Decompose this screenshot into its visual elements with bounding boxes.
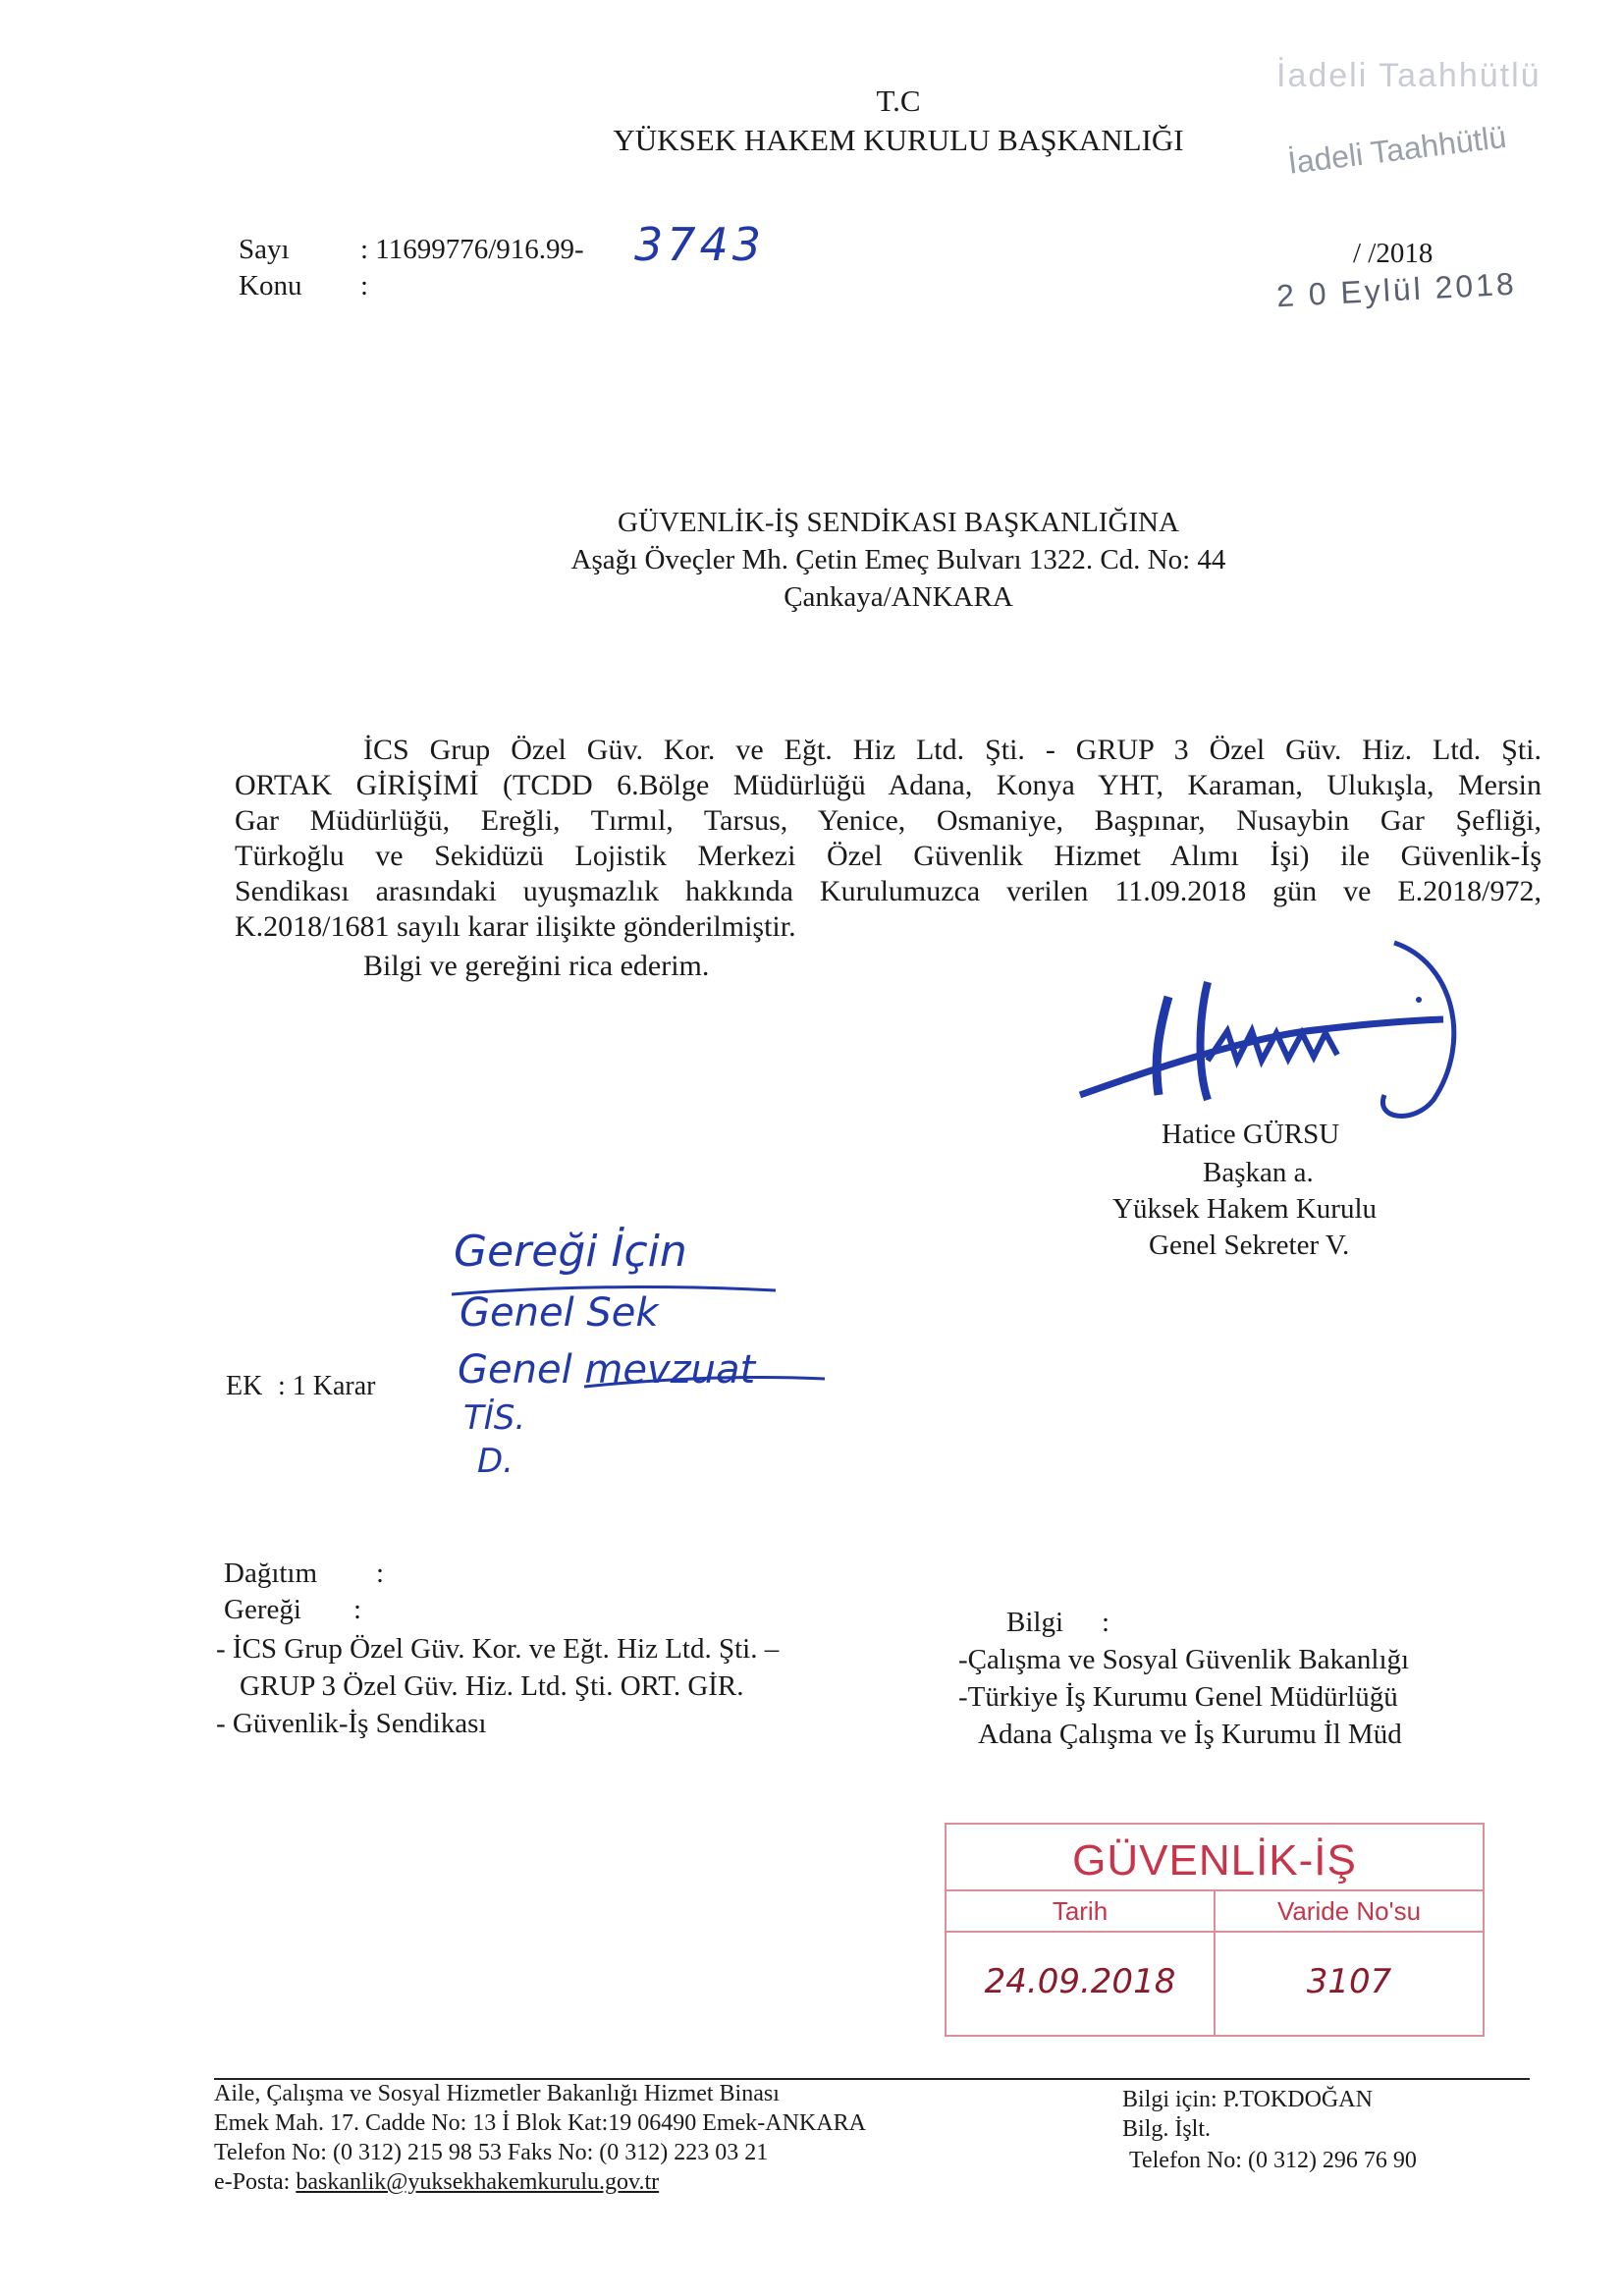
- handwritten-underlines: [447, 1277, 830, 1394]
- signatory-title-1: Başkan a.: [1203, 1157, 1314, 1188]
- header-institution: YÜKSEK HAKEM KURULU BAŞKANLIĞI: [613, 123, 1184, 157]
- handwritten-note-1: Gereği İçin: [454, 1227, 687, 1277]
- body-line-3: Gar Müdürlüğü, Ereğli, Tırmıl, Tarsus, Yenice, Osmaniye, Başpınar, Nusaybin Gar Şefliği,: [235, 804, 1542, 837]
- body-closing: Bilgi ve gereğini rica ederim.: [363, 950, 710, 982]
- bilgi-colon: :: [1102, 1607, 1110, 1638]
- footer-address-2: Emek Mah. 17. Cadde No: 13 İ Blok Kat:19 06490 Emek-ANKARA: [214, 2110, 866, 2136]
- date-stamp: 2 0 Eylül 2018: [1275, 265, 1518, 314]
- footer-contact-person: Bilgi için: P.TOKDOĞAN: [1122, 2087, 1373, 2112]
- dagitim-colon: :: [376, 1558, 385, 1589]
- footer-address-1: Aile, Çalışma ve Sosyal Hizmetler Bakanlığı Hizmet Binası: [214, 2081, 780, 2106]
- handwritten-note-2: Genel Sek: [460, 1290, 659, 1336]
- geregi-item-1: - İCS Grup Özel Güv. Kor. ve Eğt. Hiz Ltd. Şti. –: [216, 1633, 780, 1665]
- geregi-label: Gereği: [224, 1594, 301, 1625]
- footer-email-link[interactable]: baskanlik@yuksekhakemkurulu.gov.tr: [296, 2169, 660, 2195]
- signatory-name: Hatice GÜRSU: [1162, 1119, 1340, 1150]
- recipient-city: Çankaya/ANKARA: [784, 581, 1013, 613]
- bilgi-item-3: Adana Çalışma ve İş Kurumu İl Müd: [978, 1719, 1402, 1750]
- konu-label: Konu: [239, 270, 302, 301]
- handwritten-note-3: Genel mevzuat: [458, 1347, 756, 1393]
- sayi-label: Sayı: [239, 234, 290, 265]
- body-line-2: ORTAK GİRİŞİMİ (TCDD 6.Bölge Müdürlüğü Adana, Konya YHT, Karaman, Ulukışla, Mersin: [235, 769, 1542, 801]
- body-line-5: Sendikası arasındaki uyuşmazlık hakkında Kurulumuzca verilen 11.09.2018 gün ve E.2018/972,: [235, 875, 1542, 907]
- sayi-value: : 11699776/916.99-: [360, 234, 584, 265]
- footer-email-row: [214, 2168, 659, 2197]
- receipt-stamp-number-label: Varide No'su: [1216, 1891, 1483, 1933]
- receipt-stamp: [945, 1823, 1485, 2037]
- bilgi-label: Bilgi: [1006, 1607, 1064, 1638]
- footer-contact-phone: Telefon No: (0 312) 296 76 90: [1129, 2148, 1417, 2173]
- header-tc: T.C: [876, 83, 921, 118]
- handwritten-note-4: TİS.: [463, 1398, 526, 1438]
- geregi-colon: :: [353, 1594, 362, 1625]
- body-line-4: Türkoğlu ve Sekidüzü Lojistik Merkezi Özel Güvenlik Hizmet Alımı İşi) ile Güvenlik-İş: [235, 840, 1542, 872]
- attachment-value: : 1 Karar: [278, 1371, 376, 1401]
- receipt-stamp-date-value: 24.09.2018: [984, 1962, 1176, 2001]
- bilgi-item-1: -Çalışma ve Sosyal Güvenlik Bakanlığı: [958, 1644, 1410, 1675]
- date-printed: / /2018: [1353, 238, 1434, 269]
- stamp-iadeli-taahhutlu: İadeli Taahhütlü: [1285, 118, 1509, 181]
- geregi-item-3: - Güvenlik-İş Sendikası: [216, 1708, 487, 1739]
- receipt-stamp-number-value: 3107: [1306, 1962, 1392, 2001]
- body-line-6: K.2018/1681 sayılı karar ilişikte gönderilmiştir.: [235, 910, 796, 943]
- signatory-title-3: Genel Sekreter V.: [1149, 1230, 1350, 1261]
- signatory-title-2: Yüksek Hakem Kurulu: [1112, 1193, 1378, 1225]
- faded-stamp-text: İadeli Taahhütlü: [1276, 57, 1542, 94]
- konu-value: :: [360, 270, 369, 301]
- signature-drawing: [1060, 923, 1483, 1149]
- recipient-address: Aşağı Öveçler Mh. Çetin Emeç Bulvarı 1322. Cd. No: 44: [570, 544, 1226, 575]
- attachment-label: EK: [226, 1371, 263, 1401]
- footer-email-label: e-Posta:: [214, 2169, 291, 2195]
- sayi-handwritten-number: 3743: [634, 218, 766, 271]
- bilgi-item-2: -Türkiye İş Kurumu Genel Müdürlüğü: [958, 1681, 1398, 1713]
- handwritten-note-5: D.: [477, 1442, 514, 1481]
- receipt-stamp-date-label: Tarih: [947, 1891, 1216, 1933]
- recipient-title: GÜVENLİK-İŞ SENDİKASI BAŞKANLIĞINA: [618, 507, 1179, 538]
- body-line-1: İCS Grup Özel Güv. Kor. ve Eğt. Hiz Ltd. Şti. - GRUP 3 Özel Güv. Hiz. Ltd. Şti.: [363, 734, 1542, 766]
- dagitim-label: Dağıtım: [224, 1558, 318, 1589]
- geregi-item-2: GRUP 3 Özel Güv. Hiz. Ltd. Şti. ORT. GİR.: [240, 1670, 744, 1702]
- footer-contact-role: Bilg. İşlt.: [1122, 2116, 1212, 2142]
- footer-phone-fax: Telefon No: (0 312) 215 98 53 Faks No: (0 312) 223 03 21: [214, 2140, 769, 2165]
- receipt-stamp-title: GÜVENLİK-İŞ: [947, 1832, 1483, 1891]
